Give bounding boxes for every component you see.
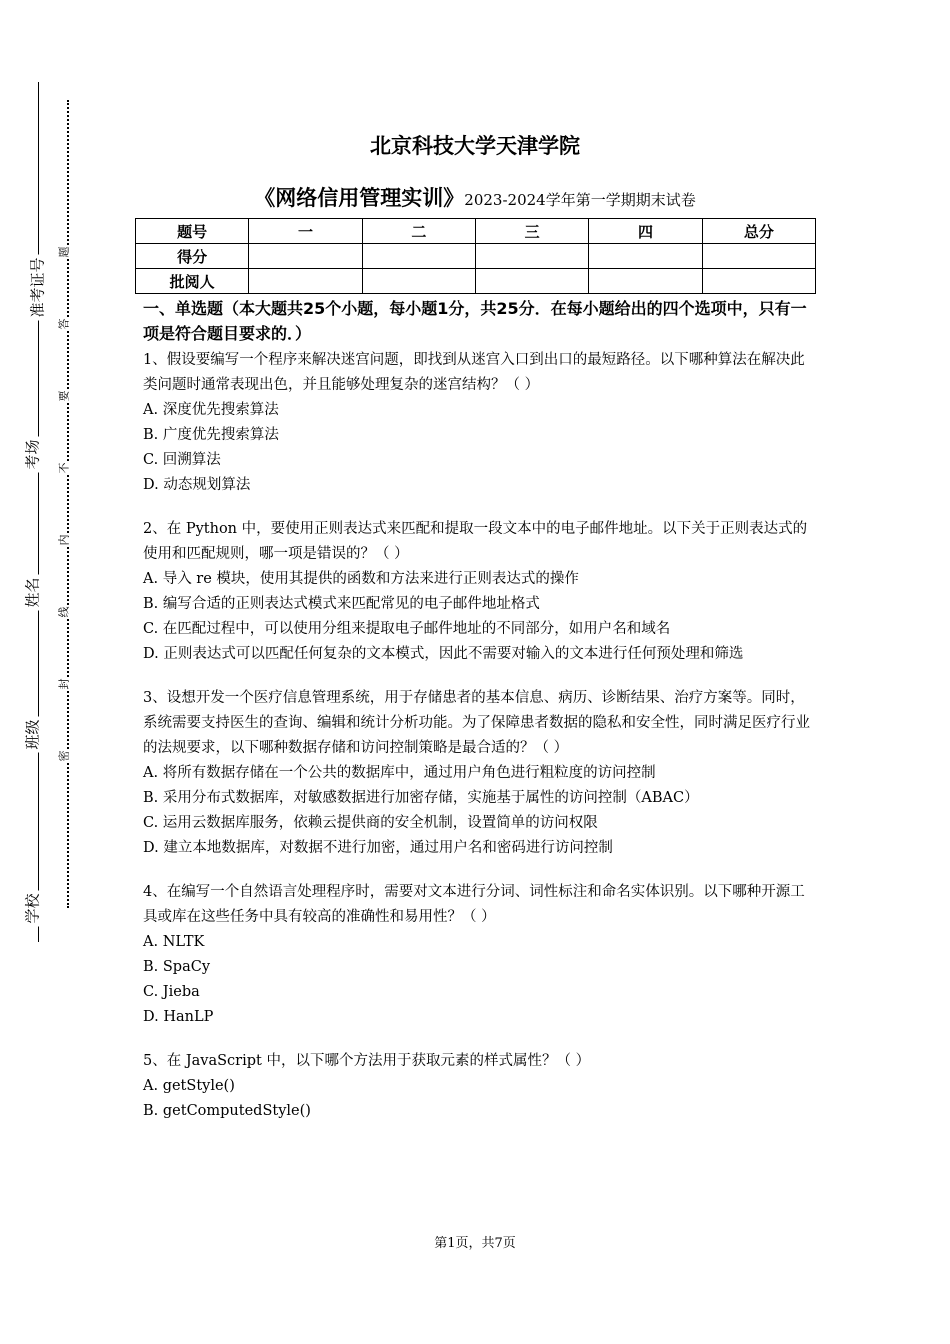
option: A. 将所有数据存储在一个公共的数据库中，通过用户角色进行粗粒度的访问控制 bbox=[143, 765, 656, 781]
question-stem: 1、假设要编写一个程序来解决迷宫问题，即找到从迷宫入口到出口的最短路径。以下哪种算法在解决此类问题时通常表现出色，并且能够处理复杂的迷宫结构？（ ） bbox=[143, 352, 805, 393]
question-stem: 5、在 JavaScript 中，以下哪个方法用于获取元素的样式属性？（ ） bbox=[143, 1053, 591, 1069]
seal-char: 题 bbox=[57, 246, 71, 258]
option: B. getComputedStyle() bbox=[143, 1103, 311, 1119]
question bbox=[143, 1049, 811, 1124]
score-header-cell: 二 bbox=[362, 219, 475, 244]
score-header-cell: 三 bbox=[475, 219, 588, 244]
option: A. NLTK bbox=[143, 934, 205, 950]
score-cell[interactable] bbox=[362, 244, 475, 269]
score-table-row bbox=[136, 244, 816, 269]
seal-char: 密 bbox=[57, 750, 71, 762]
course-name: 《网络信用管理实训》 bbox=[254, 186, 465, 210]
question-stem: 2、在 Python 中，要使用正则表达式来匹配和提取一段文本中的电子邮件地址。以下关于正则表达式的使用和匹配规则，哪一项是错误的？（ ） bbox=[143, 521, 808, 562]
score-table bbox=[135, 218, 816, 294]
score-table-row bbox=[136, 269, 816, 294]
score-cell[interactable] bbox=[475, 244, 588, 269]
score-cell[interactable] bbox=[589, 244, 702, 269]
score-header-cell: 题号 bbox=[136, 219, 249, 244]
score-row-label: 批阅人 bbox=[136, 269, 249, 294]
reviewer-cell[interactable] bbox=[249, 269, 362, 294]
option: B. SpaCy bbox=[143, 959, 211, 975]
seal-char: 线 bbox=[57, 606, 71, 618]
score-header-cell: 总分 bbox=[702, 219, 815, 244]
option: A. 深度优先搜索算法 bbox=[143, 402, 279, 418]
seal-char: 内 bbox=[57, 534, 71, 546]
field-school: 学校 bbox=[22, 890, 43, 926]
field-name: 姓名 bbox=[22, 574, 43, 610]
score-row-label: 得分 bbox=[136, 244, 249, 269]
reviewer-cell[interactable] bbox=[475, 269, 588, 294]
exam-term: 2023-2024学年第一学期期末试卷 bbox=[464, 191, 696, 209]
score-cell[interactable] bbox=[249, 244, 362, 269]
score-header-cell: 一 bbox=[249, 219, 362, 244]
seal-char: 不 bbox=[57, 462, 71, 474]
page-footer: 第1页，共7页 bbox=[434, 1236, 516, 1251]
section-title: 一、单选题（本大题共25个小题，每小题1分，共25分．在每小题给出的四个选项中，只有一项是符合题目要求的．） bbox=[143, 299, 807, 343]
option: D. 动态规划算法 bbox=[143, 477, 251, 493]
seal-char: 答 bbox=[57, 318, 71, 330]
question-stem: 4、在编写一个自然语言处理程序时，需要对文本进行分词、词性标注和命名实体识别。以下哪种开源工具或库在这些任务中具有较高的准确性和易用性？（ ） bbox=[143, 884, 805, 925]
exam-title bbox=[0, 182, 950, 212]
option: C. 运用云数据库服务，依赖云提供商的安全机制，设置简单的访问权限 bbox=[143, 815, 598, 831]
field-class: 班级 bbox=[22, 716, 43, 752]
option: B. 采用分布式数据库，对敏感数据进行加密存储，实施基于属性的访问控制（ABAC） bbox=[143, 790, 699, 806]
option: B. 编写合适的正则表达式模式来匹配常见的电子邮件地址格式 bbox=[143, 596, 540, 612]
question bbox=[143, 517, 811, 667]
seal-dotted-line bbox=[67, 100, 69, 908]
option: C. 在匹配过程中，可以使用分组来提取电子邮件地址的不同部分，如用户名和域名 bbox=[143, 621, 671, 637]
option: A. getStyle() bbox=[143, 1078, 235, 1094]
reviewer-cell[interactable] bbox=[702, 269, 815, 294]
seal-char: 要 bbox=[57, 390, 71, 402]
option: D. 建立本地数据库，对数据不进行加密，通过用户名和密码进行访问控制 bbox=[143, 840, 613, 856]
score-header-cell: 四 bbox=[589, 219, 702, 244]
field-exam-number: 准考证号 bbox=[27, 254, 48, 320]
option: C. 回溯算法 bbox=[143, 452, 221, 468]
score-cell[interactable] bbox=[702, 244, 815, 269]
option: D. 正则表达式可以匹配任何复杂的文本模式，因此不需要对输入的文本进行任何预处理和筛选 bbox=[143, 646, 744, 662]
option: C. Jieba bbox=[143, 984, 200, 1000]
question bbox=[143, 686, 811, 861]
score-table-header-row bbox=[136, 219, 816, 244]
option: B. 广度优先搜索算法 bbox=[143, 427, 279, 443]
school-title: 北京科技大学天津学院 bbox=[370, 134, 580, 158]
reviewer-cell[interactable] bbox=[362, 269, 475, 294]
option: D. HanLP bbox=[143, 1009, 214, 1025]
option: A. 导入 re 模块，使用其提供的函数和方法来进行正则表达式的操作 bbox=[143, 571, 579, 587]
exam-content bbox=[143, 296, 811, 1143]
question bbox=[143, 880, 811, 1030]
reviewer-cell[interactable] bbox=[589, 269, 702, 294]
question-stem: 3、设想开发一个医疗信息管理系统，用于存储患者的基本信息、病历、诊断结果、治疗方案等。同时，系统需要支持医生的查询、编辑和统计分析功能。为了保障患者数据的隐私和安全性，同时满足医疗行业的法规要求，以下哪种数据存储和访问控制策略是最合适的？（ ） bbox=[143, 690, 810, 756]
question bbox=[143, 348, 811, 498]
field-exam-room: 考场 bbox=[22, 436, 43, 472]
seal-char: 封 bbox=[57, 678, 71, 690]
